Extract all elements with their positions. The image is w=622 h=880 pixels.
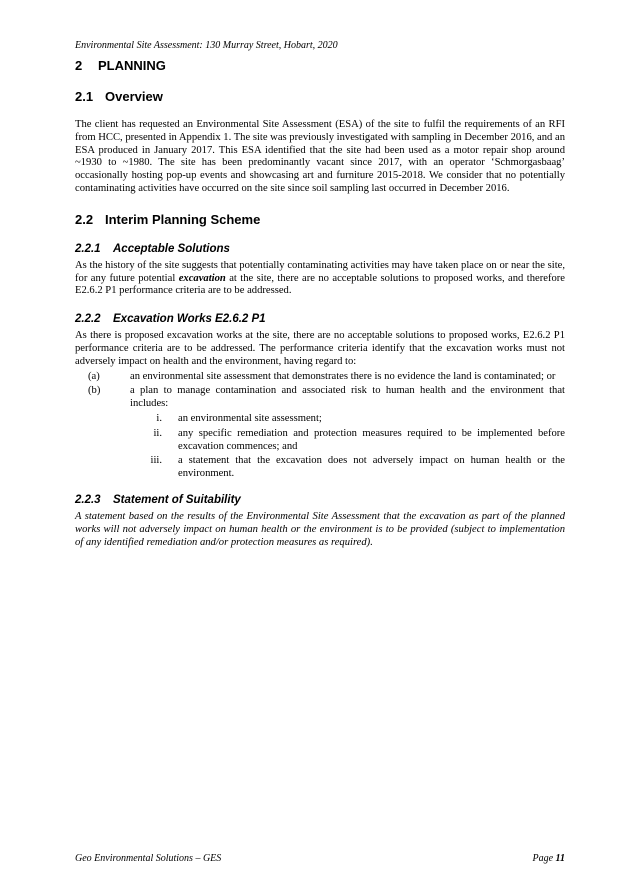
- acceptable-title: Acceptable Solutions: [113, 242, 230, 255]
- list-item: [75, 371, 565, 384]
- footer-page-number: 11: [555, 853, 565, 864]
- sub-list-text: an environmental site assessment;: [178, 412, 322, 424]
- section-heading: [75, 58, 565, 74]
- suitability-number: 2.2.3: [75, 493, 101, 506]
- excavation-title: Excavation Works E2.6.2 P1: [113, 313, 266, 326]
- footer-organisation: Geo Environmental Solutions – GES: [75, 853, 222, 864]
- list-item: [75, 385, 565, 411]
- suitability-paragraph: A statement based on the results of the Environmental Site Assessment that the excavation as part of the planned works will not adversely impact on human health or the environment is to be provided (subject to implementation of any identified remediation and/or protection measures as required).: [75, 510, 565, 548]
- acceptable-text-after: at the site, there are no acceptable solutions to proposed works, and therefore E2.6.2 P1 performance criteria are to be addressed.: [75, 272, 566, 297]
- footer-page: [533, 853, 566, 864]
- acceptable-heading: [75, 242, 565, 256]
- excavation-number: 2.2.2: [75, 313, 101, 326]
- sub-list-text: a statement that the excavation does not adversely impact on human health or the environment.: [178, 455, 565, 480]
- acceptable-number: 2.2.1: [75, 242, 101, 255]
- sub-list-marker: i.: [156, 412, 162, 424]
- interim-title: Interim Planning Scheme: [105, 211, 261, 227]
- sub-list-text: any specific remediation and protection measures required to be implemented before excavation commences; and: [178, 427, 565, 452]
- list-text: a plan to manage contamination and associated risk to human health and the environment that includes:: [130, 385, 565, 410]
- sub-list-marker: iii.: [150, 455, 162, 467]
- criteria-list: [75, 371, 565, 481]
- list-text: an environmental site assessment that demonstrates there is no evidence the land is contaminated; or: [130, 370, 556, 382]
- section-number: 2: [75, 58, 83, 73]
- page-footer: [75, 853, 565, 864]
- list-marker: (b): [88, 385, 101, 397]
- running-header: Environmental Site Assessment: 130 Murray Street, Hobart, 2020: [75, 40, 338, 51]
- list-marker: (a): [88, 370, 100, 382]
- excavation-paragraph: As there is proposed excavation works at the site, there are no acceptable solutions to proposed works, E2.6.2 P1 performance criteria are to be addressed. The performance criteria identify that the excavation works must not adversely impact on health and the environment, having regard to:: [75, 330, 565, 367]
- sub-list-item: [75, 428, 565, 454]
- acceptable-text-before: As the history of the site suggests that potentially contaminating activities may have taken place on or near the site, for any future potential: [75, 259, 565, 284]
- overview-title: Overview: [105, 89, 163, 104]
- suitability-title: Statement of Suitability: [113, 493, 241, 506]
- interim-number: 2.2: [75, 211, 94, 227]
- overview-paragraph: The client has requested an Environmental Site Assessment (ESA) of the site to fulfil the requirements of an RFI from HCC, presented in Appendix 1. The site was previously investigated with sampling in December 2016, and an ESA produced in January 2017. This ESA identified that the site had been used as a motor repair shop around ~1930 to ~1980. The site has been predominantly vacant since 2017, with an operator ‘Schmorgasbaag’ occasionally hosting pop-up events and showcasing art and furniture 2015-2018. We consider that no potentially contaminating activities have occurred on the site since soil sampling last occurred in December 2016.: [75, 119, 565, 194]
- overview-number: 2.1: [75, 89, 94, 104]
- page-content: [75, 58, 565, 549]
- sub-list-marker: ii.: [153, 427, 162, 439]
- footer-page-label: Page: [532, 853, 554, 864]
- section-title: PLANNING: [98, 58, 166, 73]
- sub-list-item: [75, 413, 565, 426]
- sub-list-item: [75, 455, 565, 481]
- acceptable-paragraph: [75, 260, 565, 298]
- acceptable-emphasis: excavation: [178, 272, 226, 284]
- excavation-heading: [75, 312, 565, 326]
- suitability-heading: [75, 493, 565, 507]
- overview-heading: [75, 89, 565, 105]
- interim-heading: [75, 212, 565, 228]
